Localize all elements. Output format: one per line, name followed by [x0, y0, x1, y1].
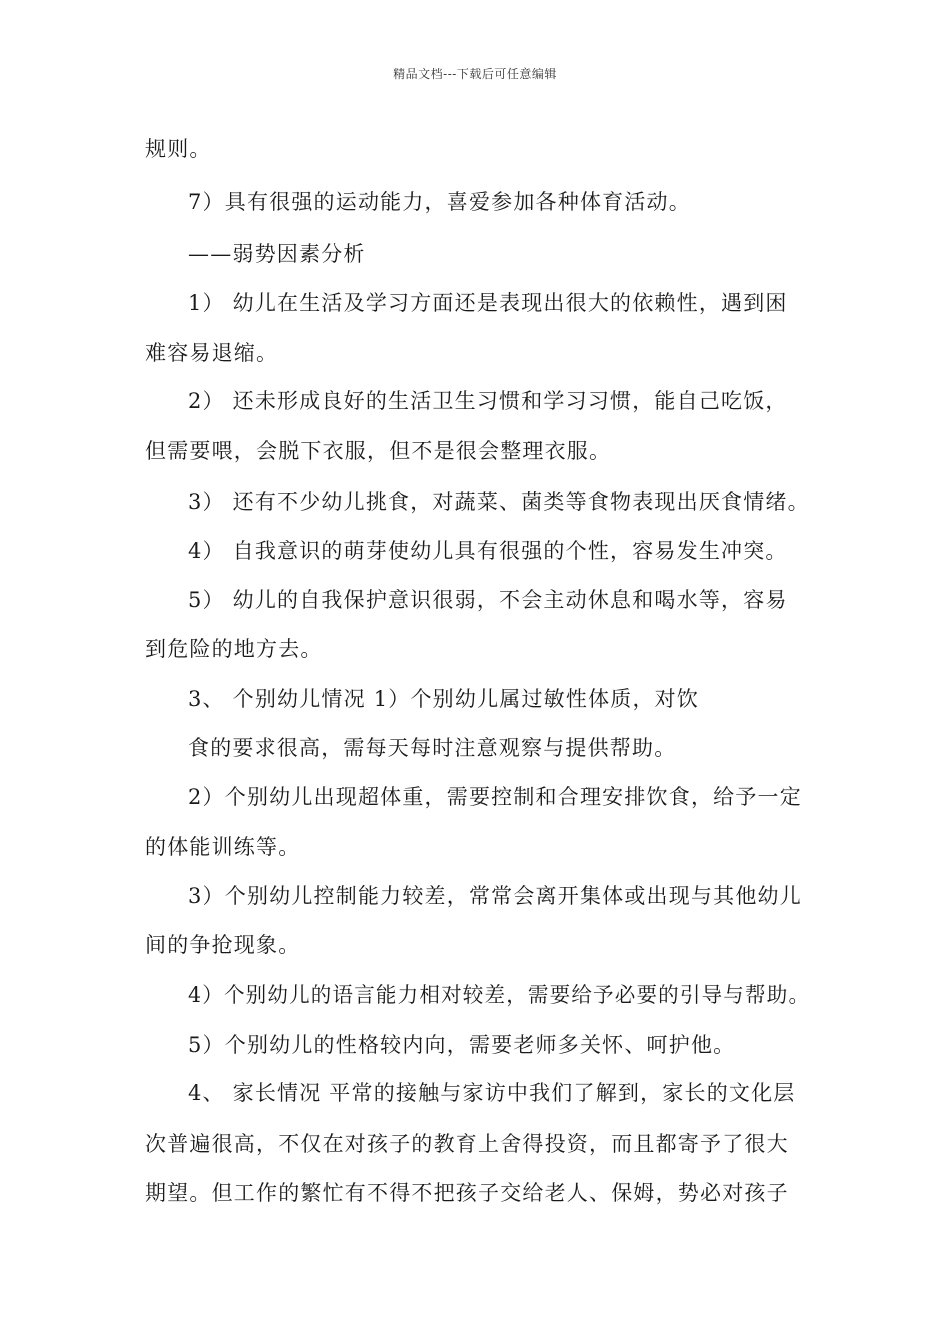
- text-line: 难容易退缩。: [145, 341, 279, 365]
- text-line: 3、 个别幼儿情况 1）个别幼儿属过敏性体质，对饮: [188, 687, 700, 711]
- text-line: 5） 幼儿的自我保护意识很弱，不会主动休息和喝水等，容易: [188, 588, 788, 612]
- text-line: 7）具有很强的运动能力，喜爱参加各种体育活动。: [188, 190, 691, 214]
- text-line: 规则。: [145, 137, 212, 161]
- text-line: 4、 家长情况 平常的接触与家访中我们了解到，家长的文化层: [188, 1081, 796, 1105]
- text-line: 1） 幼儿在生活及学习方面还是表现出很大的依赖性，遇到困: [188, 291, 788, 315]
- text-line: 的体能训练等。: [145, 835, 301, 859]
- text-line: ——弱势因素分析: [188, 242, 366, 266]
- text-line: 次普遍很高，不仅在对孩子的教育上舍得投资，而且都寄予了很大: [145, 1132, 789, 1156]
- text-line: 4） 自我意识的萌芽使幼儿具有很强的个性，容易发生冲突。: [188, 539, 788, 563]
- text-line: 3）个别幼儿控制能力较差，常常会离开集体或出现与其他幼儿: [188, 884, 802, 908]
- text-line: 食的要求很高，需每天每时注意观察与提供帮助。: [188, 736, 677, 760]
- text-line: 期望。但工作的繁忙有不得不把孩子交给老人、保姆，势必对孩子: [145, 1181, 789, 1205]
- text-line: 3） 还有不少幼儿挑食，对蔬菜、菌类等食物表现出厌食情绪。: [188, 490, 810, 514]
- text-line: 2） 还未形成良好的生活卫生习惯和学习习惯，能自己吃饭，: [188, 389, 788, 413]
- text-line: 4）个别幼儿的语言能力相对较差，需要给予必要的引导与帮助。: [188, 983, 811, 1007]
- text-line: 2）个别幼儿出现超体重，需要控制和合理安排饮食，给予一定: [188, 785, 802, 809]
- text-line: 到危险的地方去。: [145, 637, 323, 661]
- text-line: 5）个别幼儿的性格较内向，需要老师多关怀、呵护他。: [188, 1033, 736, 1057]
- text-line: 间的争抢现象。: [145, 933, 301, 957]
- page-header: 精品文档---下载后可任意编辑: [393, 67, 557, 81]
- text-line: 但需要喂，会脱下衣服，但不是很会整理衣服。: [145, 439, 612, 463]
